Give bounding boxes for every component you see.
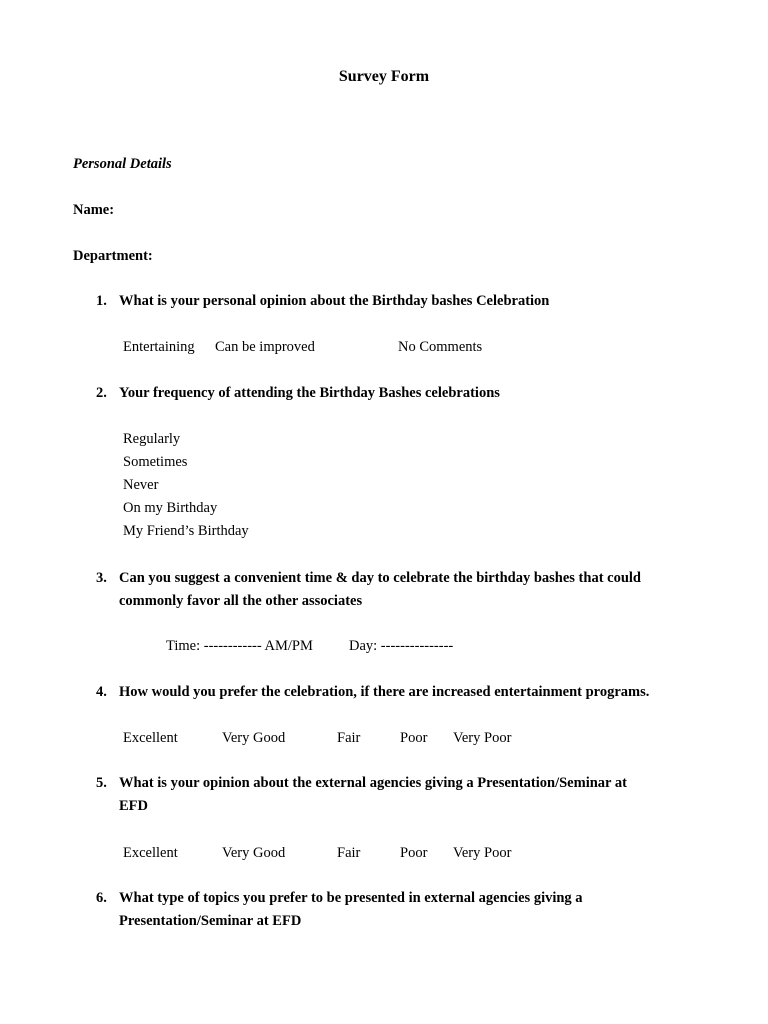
q5-option-fair: Fair <box>337 845 361 861</box>
question-5-text-line-2: EFD <box>119 798 148 814</box>
q1-option-can-be-improved: Can be improved <box>215 339 315 355</box>
name-label: Name: <box>73 202 115 218</box>
question-4-number: 4. <box>96 684 107 700</box>
question-5-number: 5. <box>96 775 107 791</box>
question-2-number: 2. <box>96 385 107 401</box>
q4-option-very-good: Very Good <box>222 730 286 746</box>
question-5-text-line-1: What is your opinion about the external agencies giving a Presentation/Seminar at <box>119 775 627 791</box>
q3-time-field: Time: ------------ AM/PM <box>166 638 313 654</box>
section-heading: Personal Details <box>73 156 172 172</box>
q3-day-field: Day: --------------- <box>349 638 454 654</box>
question-3-number: 3. <box>96 570 107 586</box>
question-6-number: 6. <box>96 890 107 906</box>
q4-option-fair: Fair <box>337 730 361 746</box>
q2-option-never: Never <box>123 477 159 493</box>
q5-option-very-poor: Very Poor <box>453 845 512 861</box>
q1-option-entertaining: Entertaining <box>123 339 195 355</box>
q4-option-excellent: Excellent <box>123 730 178 746</box>
q2-option-regularly: Regularly <box>123 431 181 447</box>
question-1-text: What is your personal opinion about the Birthday bashes Celebration <box>119 293 550 309</box>
question-4-text: How would you prefer the celebration, if there are increased entertainment programs. <box>119 684 650 700</box>
q2-option-friends-birthday: My Friend’s Birthday <box>123 523 249 539</box>
q2-option-on-my-birthday: On my Birthday <box>123 500 218 516</box>
q5-option-excellent: Excellent <box>123 845 178 861</box>
q5-option-poor: Poor <box>400 845 428 861</box>
question-2-text: Your frequency of attending the Birthday Bashes celebrations <box>119 385 500 401</box>
q4-option-poor: Poor <box>400 730 428 746</box>
question-6-text-line-1: What type of topics you prefer to be presented in external agencies giving a <box>119 890 583 906</box>
q1-option-no-comments: No Comments <box>398 339 483 355</box>
question-3-text-line-1: Can you suggest a convenient time & day to celebrate the birthday bashes that could <box>119 570 641 586</box>
question-6-text-line-2: Presentation/Seminar at EFD <box>119 913 302 929</box>
page-title: Survey Form <box>338 68 430 85</box>
q5-option-very-good: Very Good <box>222 845 286 861</box>
question-1-number: 1. <box>96 293 107 309</box>
question-3-text-line-2: commonly favor all the other associates <box>119 593 363 609</box>
department-label: Department: <box>73 248 153 264</box>
q4-option-very-poor: Very Poor <box>453 730 512 746</box>
q2-option-sometimes: Sometimes <box>123 454 188 470</box>
